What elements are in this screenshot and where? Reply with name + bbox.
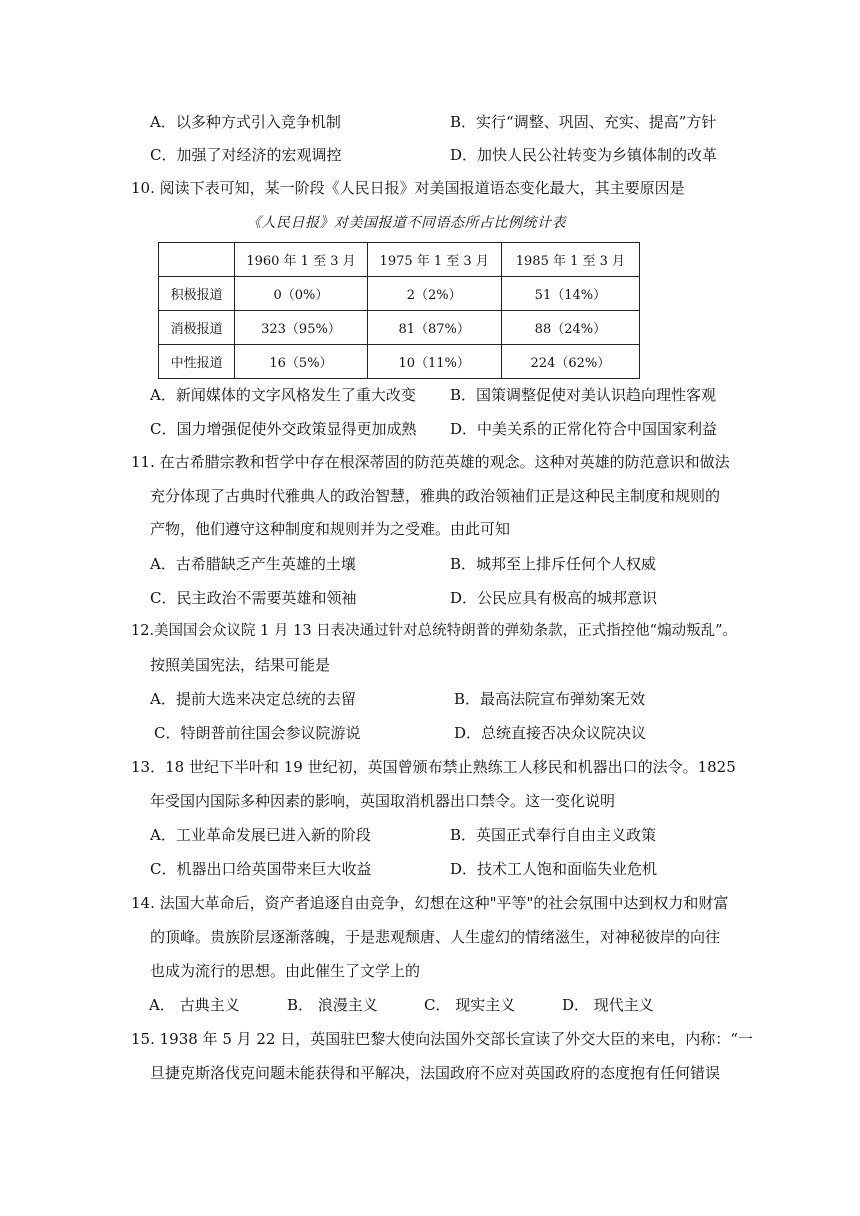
- q11-option-c: C．民主政治不需要英雄和领袖: [150, 589, 357, 607]
- table-row-label: 积极报道: [159, 277, 235, 311]
- table-cell: 323（95%）: [235, 311, 367, 345]
- q9-option-b: B．实行“调整、巩固、充实、提高”方针: [450, 113, 717, 131]
- table-header-cell: 1975 年 1 至 3 月: [367, 243, 501, 277]
- q15-stem-line1: 15. 1938 年 5 月 22 日，英国驻巴黎大使向法国外交部长宣读了外交大臣的来电，内称：“一: [131, 1030, 753, 1048]
- table-cell: 81（87%）: [367, 311, 501, 345]
- q10-option-b: B．国策调整促使对美认识趋向理性客观: [450, 386, 717, 404]
- table-header-cell: 1960 年 1 至 3 月: [235, 243, 367, 277]
- q13-option-b: B．英国正式奉行自由主义政策: [450, 826, 657, 844]
- table-cell: 2（2%）: [367, 277, 501, 311]
- table-header-cell: 1985 年 1 至 3 月: [501, 243, 639, 277]
- q11-option-a: A．古希腊缺乏产生英雄的土壤: [150, 555, 356, 573]
- q14-stem-line1: 14. 法国大革命后，资产者追逐自由竞争，幻想在这种"平等"的社会氛围中达到权力和财富: [131, 894, 729, 912]
- q11-stem-line3: 产物，他们遵守这种制度和规则并为之受难。由此可知: [150, 520, 511, 538]
- q11-option-b: B．城邦至上排斥任何个人权威: [450, 555, 657, 573]
- q14-stem-line3: 也成为流行的思想。由此催生了文学上的: [150, 962, 421, 980]
- q14-option-d: D． 现代主义: [562, 996, 654, 1014]
- table-cell: 88（24%）: [501, 311, 639, 345]
- q10-option-d: D．中美关系的正常化符合中国国家利益: [450, 420, 718, 438]
- table-header-row: [159, 243, 640, 277]
- q9-option-a: A．以多种方式引入竞争机制: [150, 113, 341, 131]
- q11-option-d: D．公民应具有极高的城邦意识: [450, 589, 658, 607]
- q13-stem-line1: 13．18 世纪下半叶和 19 世纪初，英国曾颁布禁止熟练工人移民和机器出口的法令。1825: [131, 758, 736, 776]
- q12-stem-line1: 12.美国国会众议院 1 月 13 日表决通过针对总统特朗普的弹劾条款，正式指控他“煽动叛乱”。: [131, 623, 737, 639]
- q15-stem-line2: 旦捷克斯洛伐克问题未能获得和平解决，法国政府不应对英国政府的态度抱有任何错误: [150, 1064, 721, 1082]
- table-row-label: 中性报道: [159, 345, 235, 379]
- q10-option-c: C．国力增强促使外交政策显得更加成熟: [150, 420, 417, 438]
- q14-option-c: C． 现实主义: [424, 996, 516, 1014]
- table-cell: 0（0%）: [235, 277, 367, 311]
- table-header-cell: [159, 243, 235, 277]
- q9-option-c: C．加强了对经济的宏观调控: [150, 146, 342, 164]
- q10-option-a: A．新闻媒体的文字风格发生了重大改变: [150, 386, 416, 404]
- q14-option-a: A． 古典主义: [149, 996, 240, 1014]
- q12-option-b: B．最高法院宣布弹劾案无效: [454, 690, 646, 708]
- q13-option-a: A．工业革命发展已进入新的阶段: [150, 826, 371, 844]
- q11-stem-line1: 11. 在古希腊宗教和哲学中存在根深蒂固的防范英雄的观念。这种对英雄的防范意识和做法: [131, 453, 730, 471]
- table-row: [159, 311, 640, 345]
- table-caption: 《人民日报》对美国报道不同语态所占比例统计表: [247, 215, 566, 231]
- table-cell: 10（11%）: [367, 345, 501, 379]
- table-row: [159, 277, 640, 311]
- q13-option-c: C．机器出口给英国带来巨大收益: [150, 860, 372, 878]
- q14-option-b: B． 浪漫主义: [287, 996, 378, 1014]
- q13-option-d: D．技术工人饱和面临失业危机: [450, 860, 658, 878]
- table-row-label: 消极报道: [159, 311, 235, 345]
- q12-stem-line2: 按照美国宪法，结果可能是: [150, 656, 331, 674]
- q9-option-d: D．加快人民公社转变为乡镇体制的改革: [450, 146, 718, 164]
- table-cell: 51（14%）: [501, 277, 639, 311]
- q11-stem-line2: 充分体现了古典时代雅典人的政治智慧，雅典的政治领袖们正是这种民主制度和规则的: [150, 487, 721, 505]
- table-cell: 224（62%）: [501, 345, 639, 379]
- q12-option-d: D．总统直接否决众议院决议: [454, 724, 647, 742]
- q10-stem: 10. 阅读下表可知，某一阶段《人民日报》对美国报道语态变化最大，其主要原因是: [131, 179, 685, 197]
- table-cell: 16（5%）: [235, 345, 367, 379]
- q13-stem-line2: 年受国内国际多种因素的影响，英国取消机器出口禁令。这一变化说明: [150, 792, 616, 810]
- q12-option-c: C．特朗普前往国会参议院游说: [154, 724, 361, 742]
- stats-table: [158, 242, 640, 379]
- table-row: [159, 345, 640, 379]
- q12-option-a: A．提前大选来决定总统的去留: [150, 690, 356, 708]
- q14-stem-line2: 的顶峰。贵族阶层逐渐落魄，于是悲观颓唐、人生虚幻的情绪滋生，对神秘彼岸的向往: [150, 928, 721, 946]
